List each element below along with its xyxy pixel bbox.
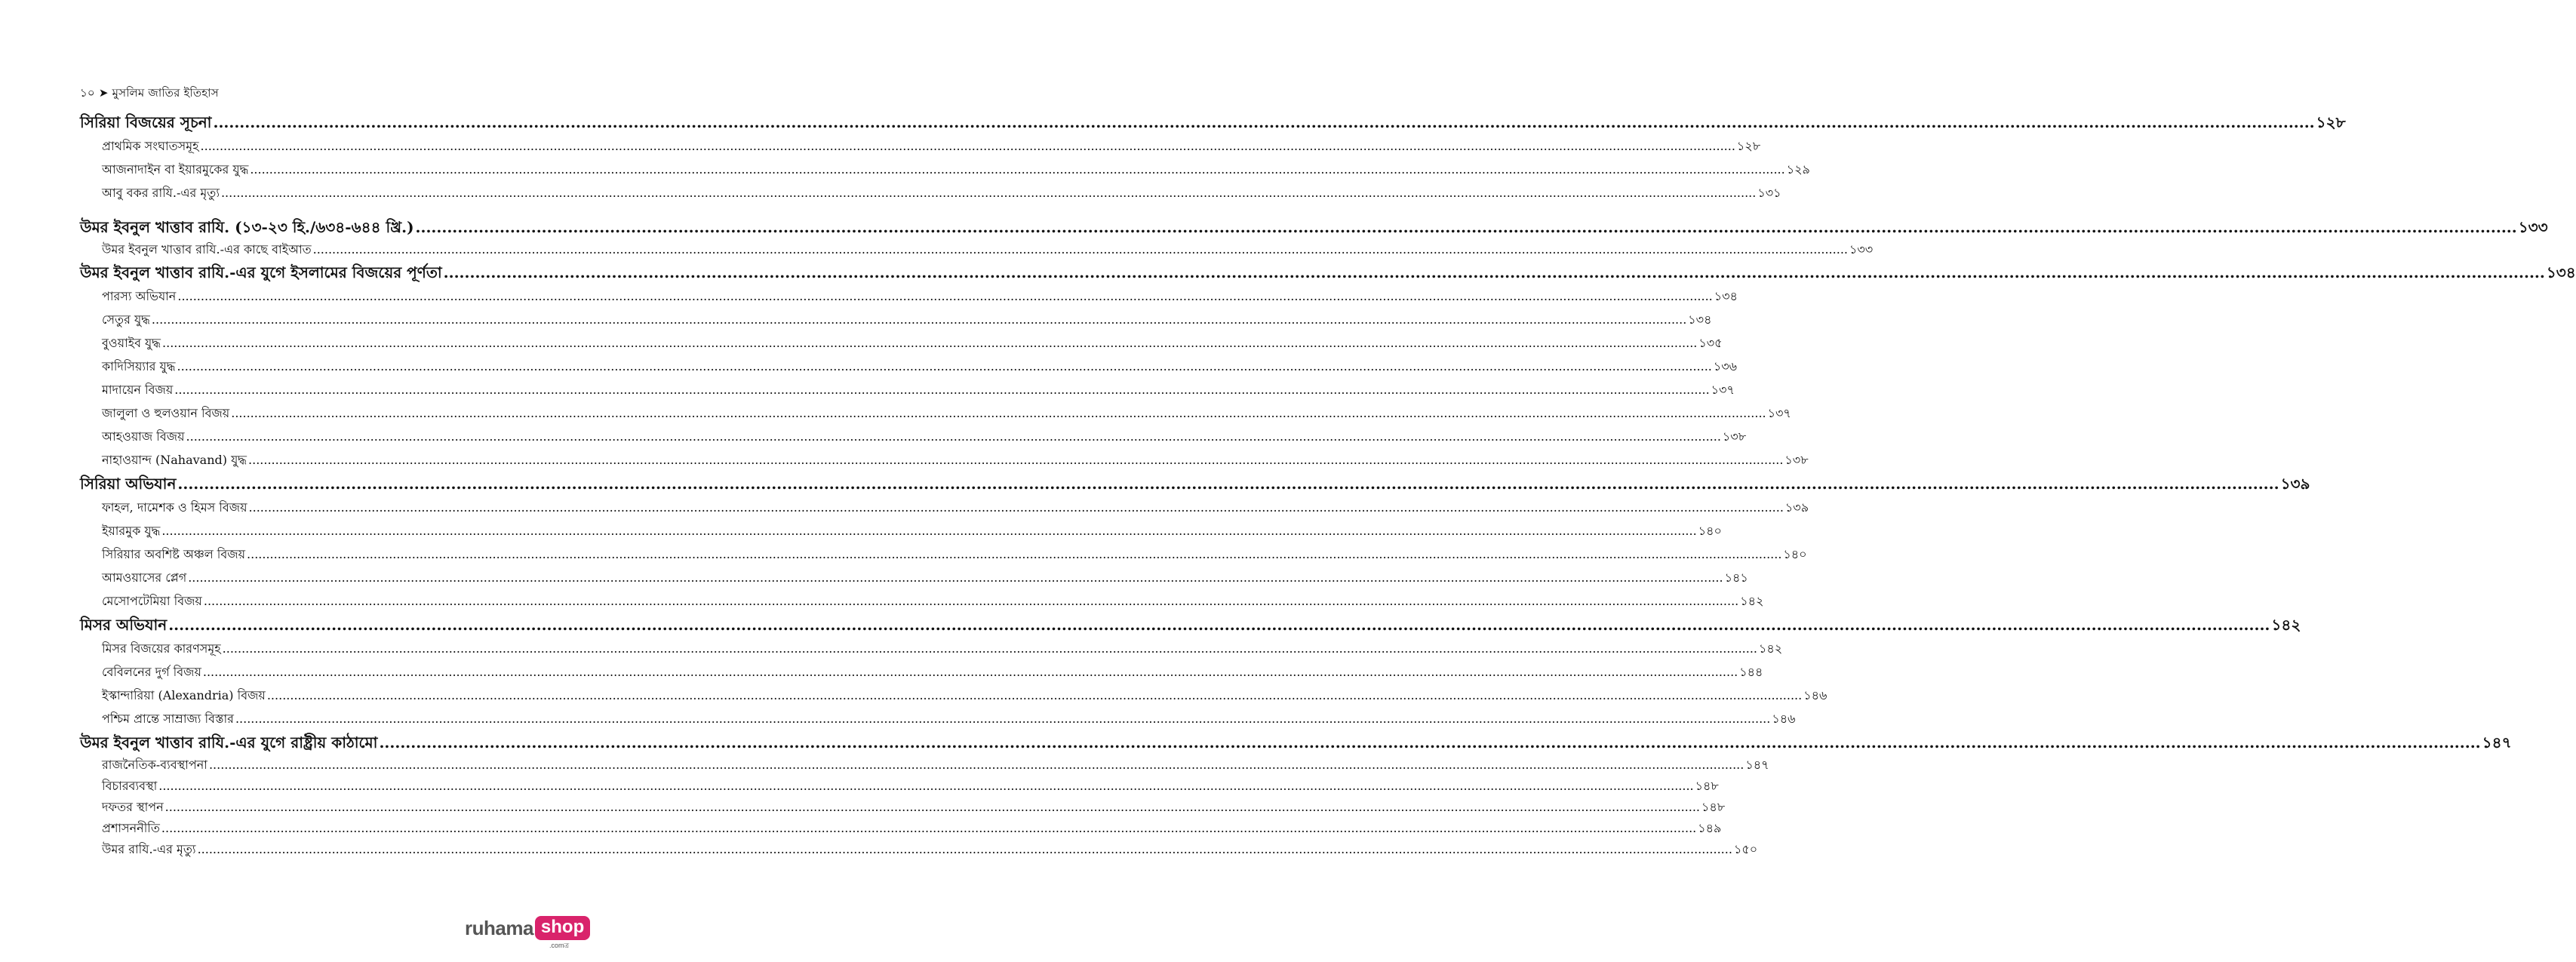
toc-leader-dots: ................................................................................................................................................................................................................................................................................................................................................................................................................ <box>177 359 1712 373</box>
toc-entry-title: কাদিসিয়্যার যুদ্ধ <box>102 359 176 373</box>
toc-leader-dots: ................................................................................................................................................................................................................................................................................................................................................................................................................ <box>266 688 1803 702</box>
toc-subentry[interactable] <box>80 331 1723 355</box>
toc-entry-title: প্রশাসননীতি <box>102 821 160 835</box>
toc-page-number: ১৩৩ <box>2518 218 2548 236</box>
running-header: ১০ ➤ মুসলিম জাতির ইতিহাস <box>80 86 219 100</box>
toc-entry-title: মেসোপটেমিয়া বিজয় <box>102 594 202 608</box>
toc-entry-title: মিসর অভিযান <box>80 616 168 634</box>
toc-page-number: ১৩৪ <box>1714 289 1738 303</box>
toc-leader-dots: ................................................................................................................................................................................................................................................................................................................................................................................................................ <box>168 616 2270 634</box>
toc-entry-title: ইস্কান্দারিয়া (Alexandria) বিজয় <box>102 688 266 702</box>
toc-leader-dots: ................................................................................................................................................................................................................................................................................................................................................................................................................ <box>161 821 1697 835</box>
toc-page-number: ১৩৪ <box>1688 312 1712 327</box>
toc-page-number: ১২৮ <box>1736 139 1761 153</box>
toc-leader-dots: ................................................................................................................................................................................................................................................................................................................................................................................................................ <box>177 289 1713 303</box>
toc-entry-title: আবু বকর রাযি.-এর মৃত্যু <box>102 186 220 200</box>
toc-page-number: ১২৯ <box>1786 162 1810 177</box>
toc-entry-title: সিরিয়া বিজয়ের সূচনা <box>80 113 212 131</box>
toc-page-number: ১৩৮ <box>1722 429 1747 444</box>
toc-entry-title: উমর ইবনুল খাত্তাব রাযি.-এর যুগে ইসলামের বিজয়ের পূর্ণতা <box>80 263 442 281</box>
toc-leader-dots: ................................................................................................................................................................................................................................................................................................................................................................................................................ <box>248 453 1784 467</box>
toc-subentry[interactable] <box>80 239 1874 260</box>
toc-subentry[interactable] <box>80 378 1735 401</box>
toc-entry-title: বেবিলনের দুর্গ বিজয় <box>102 665 201 679</box>
logo-domain-text: .comত্র <box>549 942 570 949</box>
toc-subentry[interactable] <box>80 797 1726 818</box>
toc-subentry[interactable] <box>80 448 1809 472</box>
ruhamashop-logo <box>465 916 590 949</box>
toc-leader-dots: ................................................................................................................................................................................................................................................................................................................................................................................................................ <box>197 842 1732 856</box>
toc-entry-title: পারস্য অভিযান <box>102 289 177 303</box>
toc-subentry[interactable] <box>80 308 1712 331</box>
table-of-contents <box>80 110 2576 860</box>
toc-page-number: ১৪৭ <box>1745 758 1769 772</box>
toc-section-entry[interactable] <box>80 613 2301 637</box>
toc-leader-dots: ................................................................................................................................................................................................................................................................................................................................................................................................................ <box>200 139 1735 153</box>
toc-page-number: ১৩৫ <box>1698 336 1723 350</box>
toc-leader-dots: ................................................................................................................................................................................................................................................................................................................................................................................................................ <box>162 336 1698 350</box>
toc-page-number: ১৩৯ <box>2280 475 2310 493</box>
toc-page-number: ১৪০ <box>1783 547 1807 561</box>
toc-entry-title: রাজনৈতিক-ব্যবস্থাপনা <box>102 758 207 772</box>
toc-subentry[interactable] <box>80 589 1764 613</box>
toc-leader-dots: ................................................................................................................................................................................................................................................................................................................................................................................................................ <box>208 758 1744 772</box>
toc-subentry[interactable] <box>80 519 1722 542</box>
toc-entry-title: আহওয়াজ বিজয় <box>102 429 185 444</box>
toc-subentry[interactable] <box>80 158 1810 181</box>
toc-page-number: ১৩৪ <box>2546 263 2576 281</box>
toc-page-number: ১৪৭ <box>2482 733 2512 751</box>
toc-leader-dots: ................................................................................................................................................................................................................................................................................................................................................................................................................ <box>188 570 1723 585</box>
toc-subentry[interactable] <box>80 401 1791 425</box>
toc-page-number: ১৩৭ <box>1711 383 1735 397</box>
toc-subentry[interactable] <box>80 776 1719 797</box>
toc-entry-title: পশ্চিম প্রান্তে সাম্রাজ্য বিস্তার <box>102 712 234 726</box>
toc-page-number: ১৪৬ <box>1803 688 1827 702</box>
toc-page-number: ১৪৪ <box>1739 665 1763 679</box>
toc-page-number: ১৪২ <box>1740 594 1764 608</box>
toc-leader-dots: ................................................................................................................................................................................................................................................................................................................................................................................................................ <box>222 641 1758 656</box>
toc-page-number: ১৫০ <box>1733 842 1758 856</box>
toc-leader-dots: ................................................................................................................................................................................................................................................................................................................................................................................................................ <box>247 547 1782 561</box>
toc-leader-dots: ................................................................................................................................................................................................................................................................................................................................................................................................................ <box>177 475 2279 493</box>
toc-entry-title: বিচারব্যবস্থা <box>102 779 158 793</box>
toc-entry-title: সিরিয়ার অবশিষ্ট অঞ্চল বিজয় <box>102 547 246 561</box>
toc-page-number: ১৩১ <box>1757 186 1781 200</box>
toc-page-number: ১৪১ <box>1724 570 1748 585</box>
toc-section-entry[interactable] <box>80 215 2548 239</box>
toc-leader-dots: ................................................................................................................................................................................................................................................................................................................................................................................................................ <box>186 429 1721 444</box>
toc-page-number: ১৪৮ <box>1695 779 1719 793</box>
toc-subentry[interactable] <box>80 284 1738 308</box>
toc-leader-dots: ................................................................................................................................................................................................................................................................................................................................................................................................................ <box>158 779 1694 793</box>
toc-section-entry[interactable] <box>80 472 2310 496</box>
toc-subentry[interactable] <box>80 542 1807 566</box>
toc-subentry[interactable] <box>80 566 1748 589</box>
toc-section-entry[interactable] <box>80 110 2346 134</box>
toc-subentry[interactable] <box>80 707 1796 730</box>
toc-leader-dots: ................................................................................................................................................................................................................................................................................................................................................................................................................ <box>379 733 2481 751</box>
toc-subentry[interactable] <box>80 660 1763 684</box>
logo-shop-badge: shop <box>535 916 590 940</box>
toc-entry-title: নাহাওয়ান্দ (Nahavand) যুদ্ধ <box>102 453 247 467</box>
toc-leader-dots: ................................................................................................................................................................................................................................................................................................................................................................................................................ <box>220 186 1757 200</box>
toc-page-number: ১৪২ <box>1759 641 1783 656</box>
toc-leader-dots: ................................................................................................................................................................................................................................................................................................................................................................................................................ <box>174 383 1710 397</box>
toc-entry-title: আমওয়াসের প্লেগ <box>102 570 187 585</box>
toc-subentry[interactable] <box>80 637 1783 660</box>
toc-leader-dots: ................................................................................................................................................................................................................................................................................................................................................................................................................ <box>443 263 2545 281</box>
toc-page-number: ১৩৯ <box>1784 500 1809 515</box>
toc-entry-title: বুওয়াইব যুদ্ধ <box>102 336 161 350</box>
toc-leader-dots: ................................................................................................................................................................................................................................................................................................................................................................................................................ <box>202 665 1738 679</box>
toc-entry-title: ইয়ারমুক যুদ্ধ <box>102 524 161 538</box>
toc-entry-title: ফাহল, দামেশক ও হিমস বিজয় <box>102 500 247 515</box>
toc-page-number: ১৩৩ <box>1849 242 1874 257</box>
toc-leader-dots: ................................................................................................................................................................................................................................................................................................................................................................................................................ <box>213 113 2315 131</box>
toc-leader-dots: ................................................................................................................................................................................................................................................................................................................................................................................................................ <box>203 594 1739 608</box>
toc-subentry[interactable] <box>80 684 1827 707</box>
toc-subentry[interactable] <box>80 818 1722 839</box>
toc-entry-title: উমর রাযি.-এর মৃত্যু <box>102 842 196 856</box>
toc-leader-dots: ................................................................................................................................................................................................................................................................................................................................................................................................................ <box>231 406 1766 420</box>
toc-subentry[interactable] <box>80 496 1809 519</box>
toc-entry-title: উমর ইবনুল খাত্তাব রাযি.-এর কাছে বাইআত <box>102 242 312 257</box>
toc-entry-title: সিরিয়া অভিযান <box>80 475 177 493</box>
toc-leader-dots: ................................................................................................................................................................................................................................................................................................................................................................................................................ <box>161 524 1697 538</box>
toc-page-number: ১৩৭ <box>1767 406 1791 420</box>
toc-leader-dots: ................................................................................................................................................................................................................................................................................................................................................................................................................ <box>164 800 1701 814</box>
toc-leader-dots: ................................................................................................................................................................................................................................................................................................................................................................................................................ <box>312 242 1848 257</box>
toc-entry-title: প্রাথমিক সংঘাতসমূহ <box>102 139 199 153</box>
toc-entry-title: উমর ইবনুল খাত্তাব রাযি.-এর যুগে রাষ্ট্রীয় কাঠামো <box>80 733 378 751</box>
toc-leader-dots: ................................................................................................................................................................................................................................................................................................................................................................................................................ <box>235 712 1771 726</box>
toc-entry-title: দফতর স্থাপন <box>102 800 164 814</box>
toc-subentry[interactable] <box>80 755 1769 776</box>
toc-section-entry[interactable] <box>80 260 2576 284</box>
toc-page-number: ১৩৬ <box>1713 359 1738 373</box>
toc-subentry[interactable] <box>80 134 1761 158</box>
toc-page-number: ১৪৬ <box>1772 712 1796 726</box>
toc-gap <box>80 204 533 215</box>
toc-subentry[interactable] <box>80 181 1781 204</box>
toc-subentry[interactable] <box>80 355 1738 378</box>
toc-page-number: ১৪২ <box>2271 616 2301 634</box>
toc-entry-title: উমর ইবনুল খাত্তাব রাযি. (১৩-২৩ হি./৬৩৪-৬৪৪ খ্রি.) <box>80 218 414 236</box>
toc-page-number: ১৪৮ <box>1701 800 1726 814</box>
toc-page-number: ১৩৮ <box>1784 453 1809 467</box>
toc-page-number: ১২৮ <box>2316 113 2346 131</box>
toc-entry-title: জালুলা ও হুলওয়ান বিজয় <box>102 406 230 420</box>
toc-entry-title: মিসর বিজয়ের কারণসমূহ <box>102 641 221 656</box>
toc-leader-dots: ................................................................................................................................................................................................................................................................................................................................................................................................................ <box>248 500 1784 515</box>
toc-page-number: ১৪০ <box>1698 524 1722 538</box>
toc-entry-title: সেতুর যুদ্ধ <box>102 312 150 327</box>
toc-leader-dots: ................................................................................................................................................................................................................................................................................................................................................................................................................ <box>415 218 2517 236</box>
toc-subentry[interactable] <box>80 839 1758 860</box>
logo-ruhama-text: ruhama <box>465 916 533 939</box>
toc-entry-title: আজনাদাইন বা ইয়ারমুকের যুদ্ধ <box>102 162 249 177</box>
toc-section-entry[interactable] <box>80 730 2512 755</box>
toc-leader-dots: ................................................................................................................................................................................................................................................................................................................................................................................................................ <box>151 312 1687 327</box>
toc-page-number: ১৪৯ <box>1698 821 1722 835</box>
toc-leader-dots: ................................................................................................................................................................................................................................................................................................................................................................................................................ <box>250 162 1785 177</box>
toc-entry-title: মাদায়েন বিজয় <box>102 383 174 397</box>
toc-subentry[interactable] <box>80 425 1747 448</box>
